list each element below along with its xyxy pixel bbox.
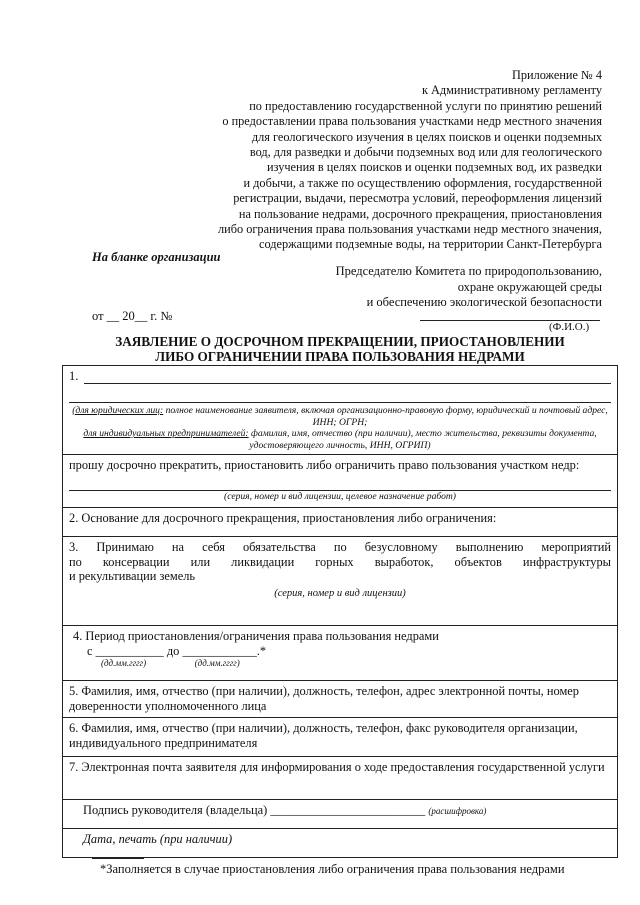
signature-label: Подпись руководителя (владельца) _________________________ xyxy=(83,803,426,817)
header-line: вод, для разведки и добычи подземных вод или для геологического xyxy=(249,145,602,160)
form-row-applicant xyxy=(63,366,618,455)
footnote-divider xyxy=(92,858,144,859)
section-3-line-1: 3. Принимаю на себя обязательства по безусловному выполнению мероприятий xyxy=(69,540,611,554)
representative-cell[interactable] xyxy=(63,681,618,718)
period-dates-captions xyxy=(69,658,611,668)
section-4-title: 4. Период приостановления/ограничения права пользования недрами xyxy=(73,629,439,643)
signature-caption: (расшифровка) xyxy=(428,806,487,816)
license-caption: (серия, номер и вид лицензии, целевое назначение работ) xyxy=(224,490,456,502)
fio-label: (Ф.И.О.) xyxy=(549,321,590,333)
application-form-table xyxy=(62,365,618,858)
license-input-line[interactable] xyxy=(69,476,611,491)
addressee-line: и обеспечению экологической безопасности xyxy=(366,295,602,310)
signature-cell[interactable] xyxy=(63,800,618,829)
title-line-2: ЛИБО ОГРАНИЧЕНИИ ПРАВА ПОЛЬЗОВАНИЯ НЕДРАМИ xyxy=(155,349,525,364)
form-row-head xyxy=(63,718,618,757)
footnote-text: *Заполняется в случае приостановления либо ограничения права пользования недрами xyxy=(100,862,565,876)
period-cell[interactable] xyxy=(63,626,618,681)
basis-cell[interactable] xyxy=(63,508,618,537)
request-text: прошу досрочно прекратить, приостановить либо ограничить право пользования участком недр: xyxy=(69,458,580,472)
section-3-caption: (серия, номер и вид лицензии) xyxy=(274,587,406,599)
section-5-text: 5. Фамилия, имя, отчество (при наличии), должность, телефон, адрес электронной почты, номер доверенности уполномоченного лица xyxy=(69,684,579,713)
section-6-text: 6. Фамилия, имя, отчество (при наличии), должность, телефон, факс руководителя организации, индивидуального предпринимателя xyxy=(69,721,578,750)
section-7-text: 7. Электронная почта заявителя для информирования о ходе предоставления государственной услуги xyxy=(69,760,605,774)
form-row-request xyxy=(63,455,618,508)
form-row-signature xyxy=(63,800,618,829)
addressee-block xyxy=(336,264,602,311)
email-cell[interactable] xyxy=(63,757,618,800)
document-header xyxy=(82,68,602,253)
head-cell[interactable] xyxy=(63,718,618,757)
header-line: о предоставлении права пользования участками недр местного значения xyxy=(222,114,602,129)
header-line: на пользование недрами, досрочного прекращения, приостановления xyxy=(238,206,602,221)
header-line: изучения в целях поисков и оценки подземных вод, их разведки xyxy=(267,160,602,175)
header-line: содержащими подземные воды, на территории Санкт-Петербурга xyxy=(259,237,602,252)
section-2-text: 2. Основание для досрочного прекращения, приостановления либо ограничения: xyxy=(69,511,497,525)
date-stamp-cell[interactable] xyxy=(63,829,618,858)
section-3-line-3: и рекультивации земель xyxy=(69,569,196,584)
title-line-1: ЗАЯВЛЕНИЕ О ДОСРОЧНОМ ПРЕКРАЩЕНИИ, ПРИОСТАНОВЛЕНИИ xyxy=(115,334,565,349)
section-1-number: 1. xyxy=(69,369,79,384)
header-line: для геологического изучения в целях поисков и оценки подземных xyxy=(251,129,602,144)
applicant-input-line-2[interactable] xyxy=(69,388,611,403)
letterhead-note: На бланке организации xyxy=(92,250,221,264)
date-from-caption: (дд.мм.гггг) xyxy=(101,658,147,669)
date-number-line[interactable]: от __ 20__ г. № xyxy=(92,309,173,323)
document-title xyxy=(60,334,620,364)
legal-entity-label: (для юридических лиц: xyxy=(72,405,164,416)
form-row-period xyxy=(63,626,618,681)
applicant-cell[interactable] xyxy=(63,366,618,455)
obligations-cell[interactable] xyxy=(63,537,618,626)
header-line: по предоставлению государственной услуги по принятию решений xyxy=(249,98,602,113)
applicant-input-line[interactable] xyxy=(84,369,611,384)
form-row-date-stamp xyxy=(63,829,618,858)
header-line: к Административному регламенту xyxy=(421,83,602,98)
request-cell[interactable] xyxy=(63,455,618,508)
form-row-email xyxy=(63,757,618,800)
date-to-caption: (дд.мм.гггг) xyxy=(194,658,240,669)
period-dates-line[interactable]: с ___________ до ____________.* xyxy=(87,643,267,658)
ip-text: фамилия, имя, отчество (при наличии), место жительства, реквизиты документа, удостоверяющего личность, ИНН, ОГРИП) xyxy=(248,428,597,451)
addressee-line: Председателю Комитета по природопользованию, xyxy=(335,264,602,278)
section-3-line-2: по консервации или ликвидации горных выработок, объектов инфраструктуры xyxy=(69,554,611,569)
header-line: Приложение № 4 xyxy=(511,68,602,82)
header-line: регистрации, выдачи, пересмотра условий, переоформления лицензий xyxy=(233,191,602,206)
addressee-line: охране окружающей среды xyxy=(457,279,602,294)
header-line: либо ограничения права пользования участками недр местного значения, xyxy=(218,222,602,237)
legal-entity-text: полное наименование заявителя, включая организационно-правовую форму, юридический и почтовый адрес, ИНН; ОГРН; xyxy=(163,405,608,428)
form-row-representative xyxy=(63,681,618,718)
date-stamp-label: Дата, печать (при наличии) xyxy=(83,832,233,846)
applicant-caption xyxy=(69,405,611,451)
ip-label: для индивидуальных предпринимателей: xyxy=(83,428,249,439)
form-row-obligations xyxy=(63,537,618,626)
header-line: и добычи, а также по осуществлению оформления, государственной xyxy=(243,175,602,190)
form-row-basis xyxy=(63,508,618,537)
